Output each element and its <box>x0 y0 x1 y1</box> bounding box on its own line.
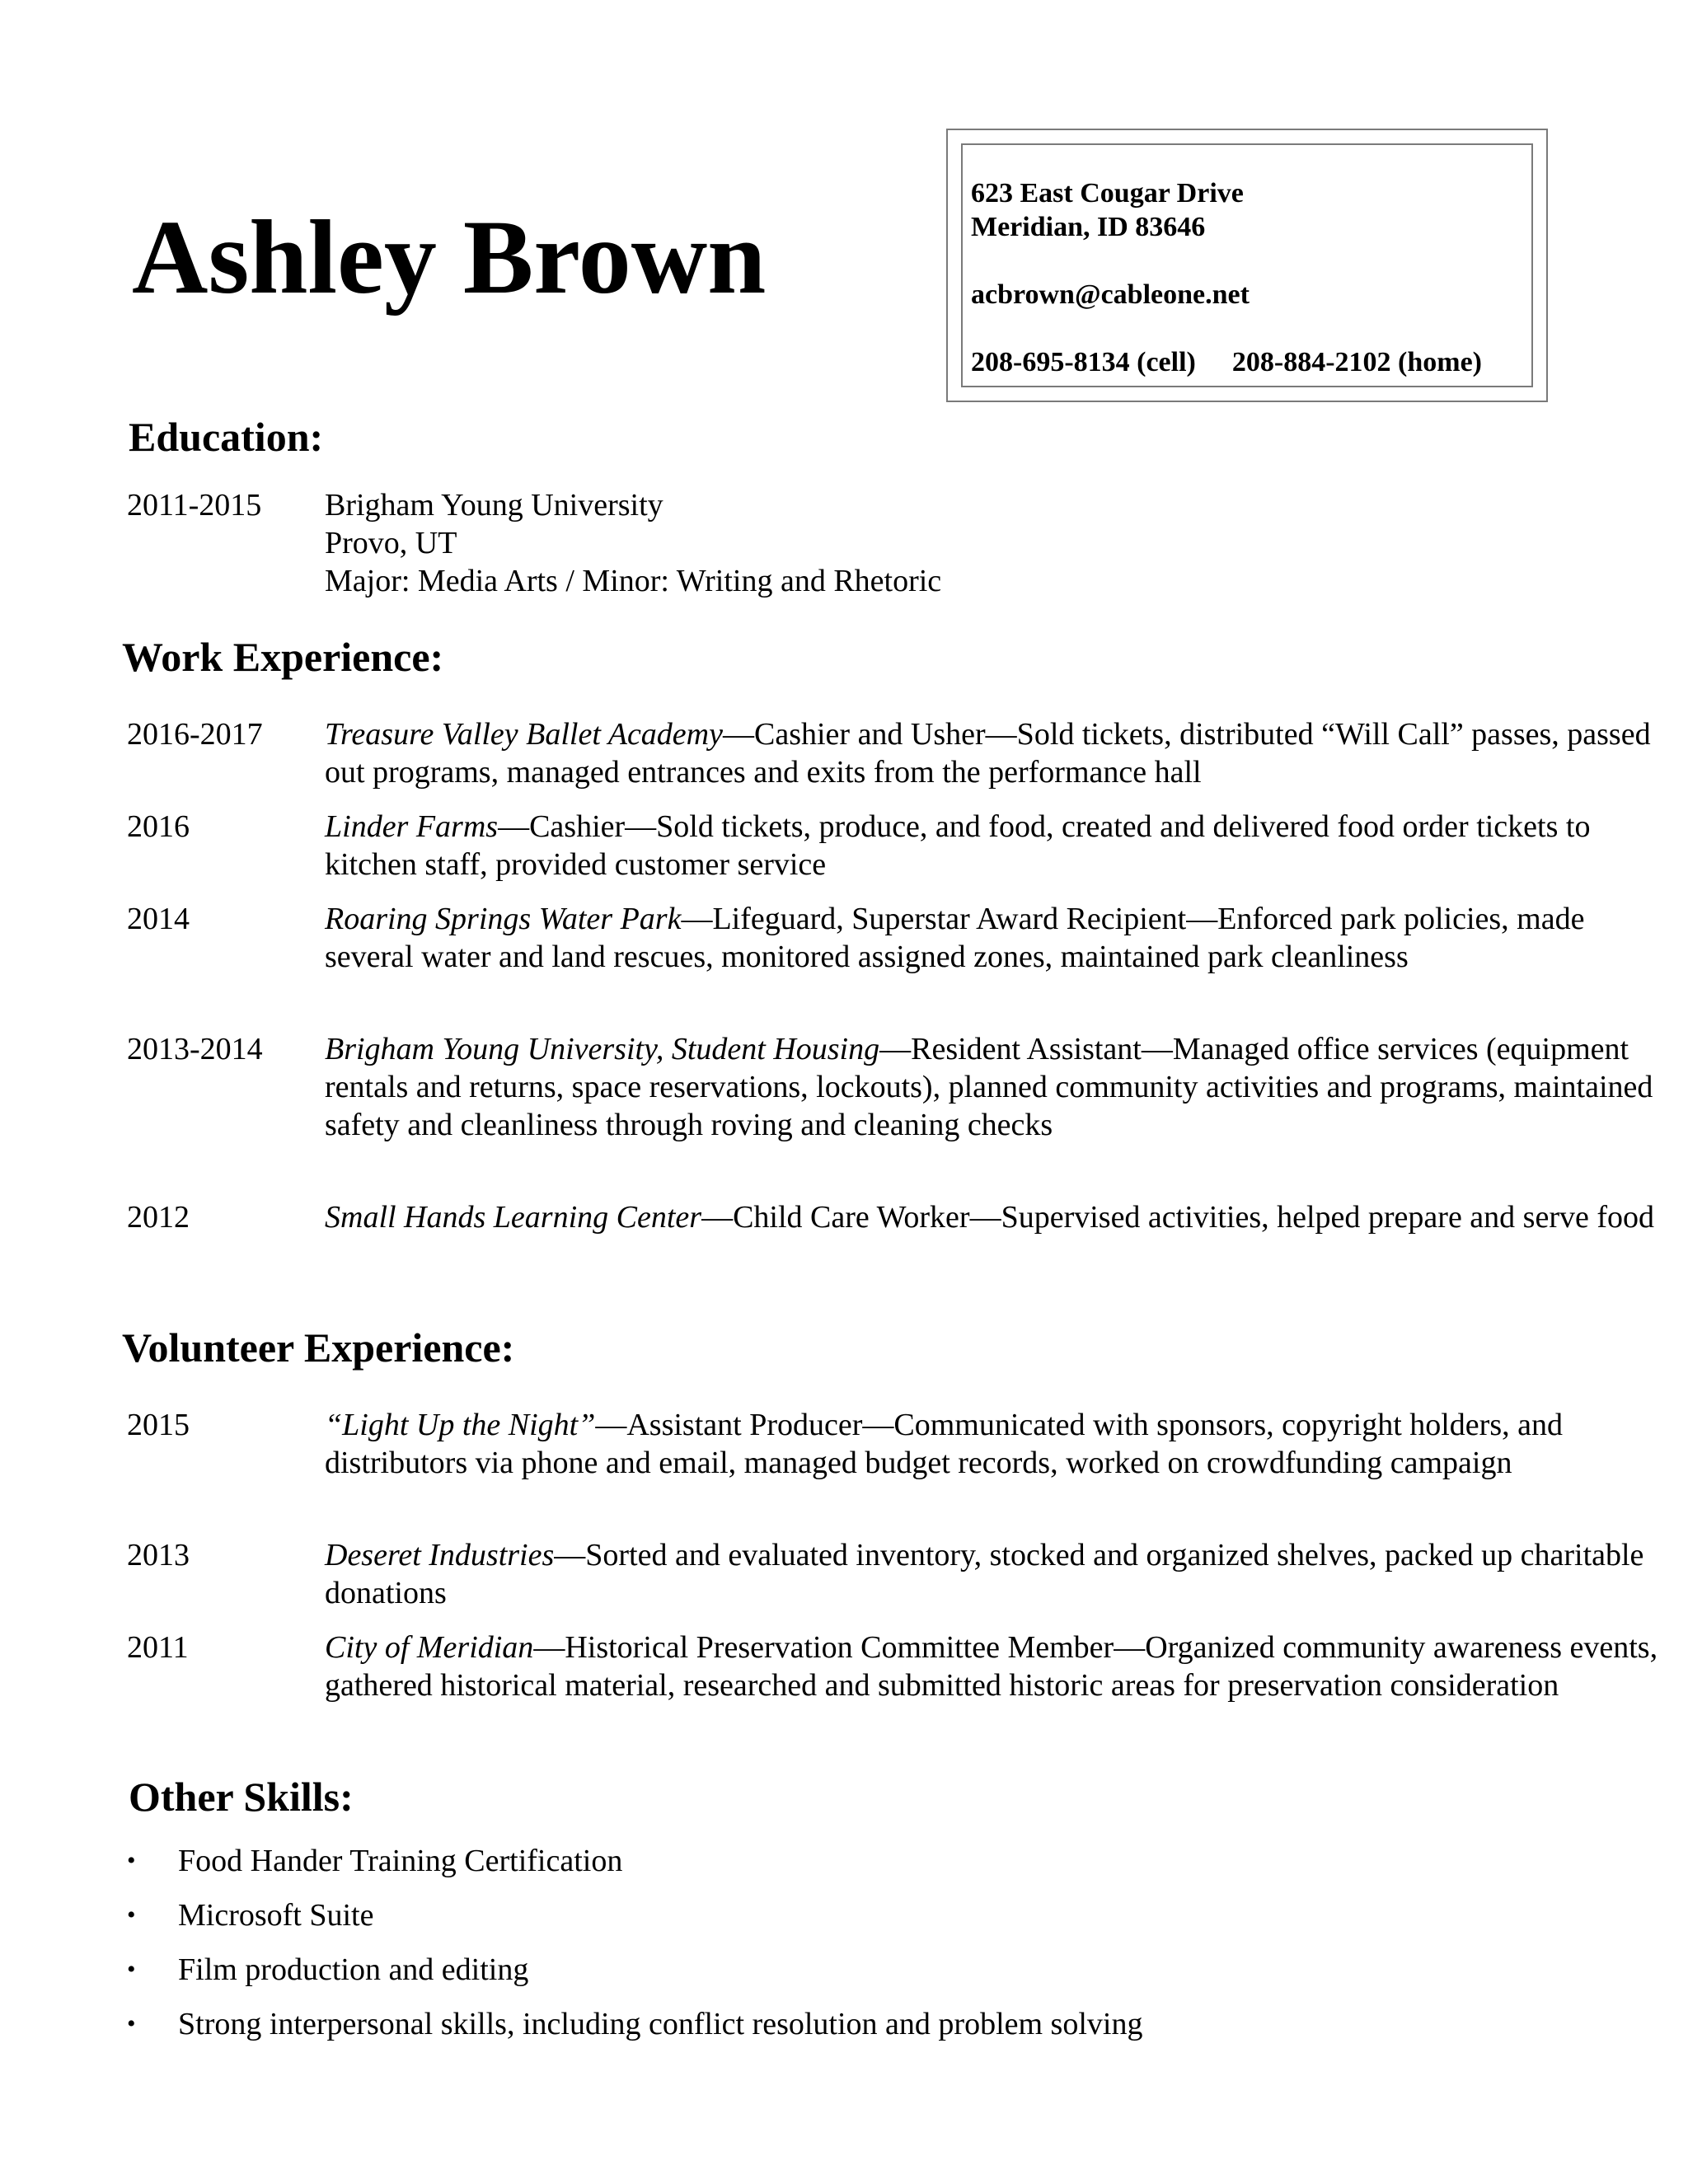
work-org: Treasure Valley Ballet Academy <box>325 717 723 752</box>
work-description <box>325 1198 1676 1236</box>
education-school: Brigham Young University <box>325 488 663 523</box>
skill-text: Strong interpersonal skills, including conflict resolution and problem solving <box>178 2007 1143 2041</box>
skill-text: Microsoft Suite <box>178 1898 374 1933</box>
education-heading: Education: <box>129 414 324 460</box>
address-line-2: Meridian, ID 83646 <box>971 212 1206 242</box>
volunteer-org: Deseret Industries <box>325 1538 555 1572</box>
work-description <box>325 1030 1676 1144</box>
phone-numbers <box>971 345 1531 379</box>
volunteer-org: “Light Up the Night” <box>325 1408 596 1442</box>
volunteer-details: —Historical Preservation Committee Member—Organized community awareness events, gathered historical material, researched and submitted historic areas for preservation consideration <box>325 1630 1658 1703</box>
volunteer-details: —Sorted and evaluated inventory, stocked and organized shelves, packed up charitable donations <box>325 1538 1644 1610</box>
work-details: —Cashier—Sold tickets, produce, and food, created and delivered food order tickets to kitchen staff, provided customer service <box>325 809 1591 882</box>
skill-text: Food Hander Training Certification <box>178 1844 623 1878</box>
volunteer-heading: Volunteer Experience: <box>122 1324 515 1371</box>
volunteer-years: 2013 <box>127 1538 190 1572</box>
work-description <box>325 715 1676 791</box>
work-details: —Lifeguard, Superstar Award Recipient—Enforced park policies, made several water and land rescues, monitored assigned zones, maintained park cleanliness <box>325 902 1585 974</box>
phone-home: 208-884-2102 (home) <box>1231 347 1482 377</box>
education-major: Major: Media Arts / Minor: Writing and Rhetoric <box>325 564 942 598</box>
work-org: Brigham Young University, Student Housing <box>325 1032 880 1066</box>
volunteer-years: 2015 <box>127 1408 190 1442</box>
resume-name: Ashley Brown <box>132 199 767 316</box>
volunteer-details: —Assistant Producer—Communicated with sponsors, copyright holders, and distributors via phone and email, managed budget records, worked on crowdfunding campaign <box>325 1408 1563 1480</box>
bullet-icon: • <box>127 1901 136 1929</box>
volunteer-description <box>325 1406 1676 1482</box>
work-years: 2013-2014 <box>127 1032 263 1066</box>
education-location: Provo, UT <box>325 526 457 560</box>
education-years: 2011-2015 <box>127 488 262 523</box>
bullet-icon: • <box>127 1847 136 1874</box>
work-years: 2012 <box>127 1200 190 1235</box>
volunteer-description <box>325 1629 1676 1704</box>
work-org: Roaring Springs Water Park <box>325 902 682 936</box>
email: acbrown@cableone.net <box>971 279 1250 310</box>
work-org: Small Hands Learning Center <box>325 1200 702 1235</box>
volunteer-org: City of Meridian <box>325 1630 534 1665</box>
skills-heading: Other Skills: <box>129 1774 354 1820</box>
address-line-1: 623 East Cougar Drive <box>971 178 1244 209</box>
work-heading: Work Experience: <box>122 634 444 680</box>
work-details: —Resident Assistant—Managed office services (equipment rentals and returns, space reservations, lockouts), planned community activities and programs, maintained safety and cleanliness through roving and cleaning checks <box>325 1032 1653 1142</box>
contact-details <box>971 176 1531 379</box>
education-details <box>325 486 1676 600</box>
phone-cell: 208-695-8134 (cell) <box>971 347 1196 377</box>
work-details: —Cashier and Usher—Sold tickets, distributed “Will Call” passes, passed out programs, managed entrances and exits from the performance hall <box>325 717 1651 790</box>
work-description <box>325 808 1676 883</box>
bullet-icon: • <box>127 1956 136 1983</box>
volunteer-description <box>325 1536 1676 1612</box>
work-years: 2014 <box>127 902 190 936</box>
bullet-icon: • <box>127 2010 136 2037</box>
work-years: 2016-2017 <box>127 717 263 752</box>
work-years: 2016 <box>127 809 190 844</box>
work-details: —Child Care Worker—Supervised activities, helped prepare and serve food <box>701 1200 1655 1235</box>
skill-text: Film production and editing <box>178 1952 529 1987</box>
volunteer-years: 2011 <box>127 1630 189 1665</box>
work-description <box>325 900 1676 976</box>
work-org: Linder Farms <box>325 809 499 844</box>
